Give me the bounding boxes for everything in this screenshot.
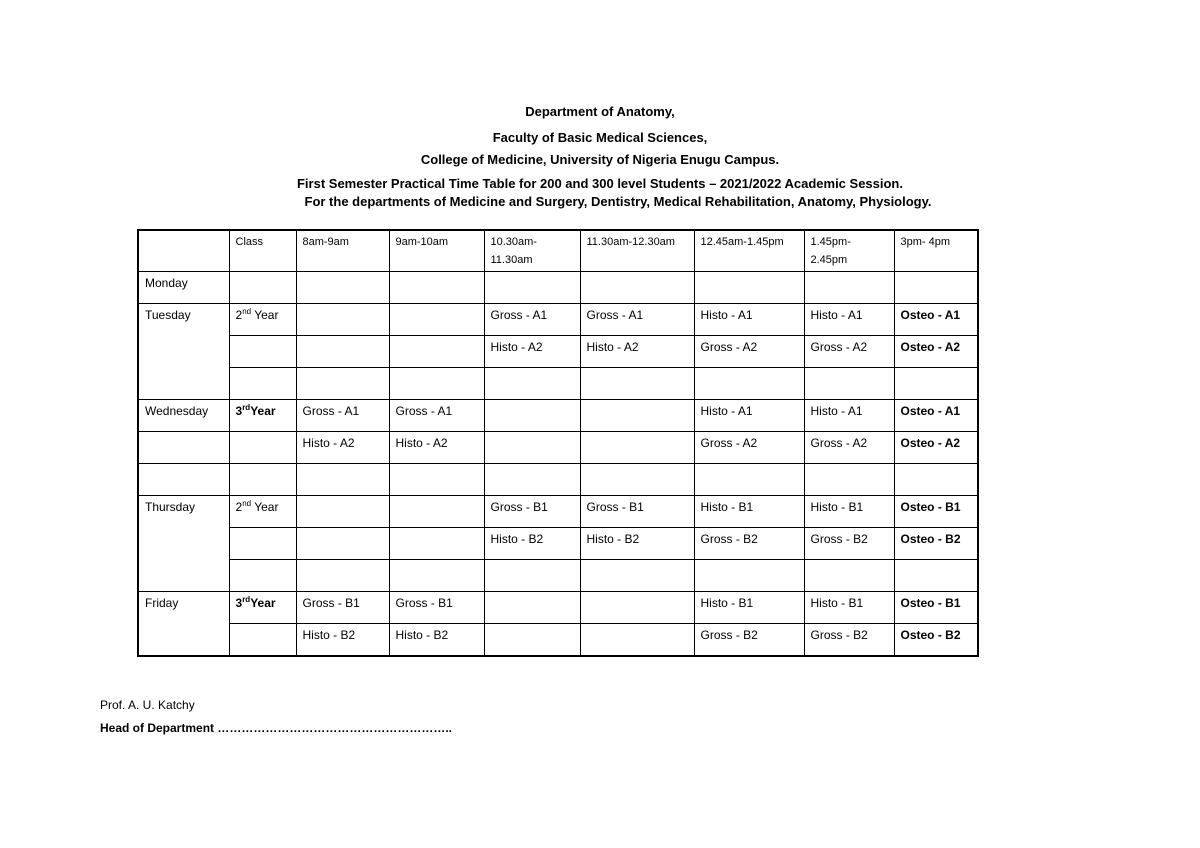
table-cell <box>894 560 978 592</box>
table-cell: Gross - B2 <box>694 624 804 657</box>
class-cell <box>229 336 296 368</box>
table-cell: Histo - A2 <box>389 432 484 464</box>
table-cell <box>389 528 484 560</box>
table-cell: Gross - B1 <box>580 496 694 528</box>
table-cell <box>484 272 580 304</box>
table-cell: Histo - B1 <box>804 496 894 528</box>
table-cell: Gross - B2 <box>694 528 804 560</box>
table-cell <box>484 432 580 464</box>
class-cell: 3rdYear <box>229 592 296 624</box>
table-cell: Histo - B2 <box>389 624 484 657</box>
table-cell: Gross - A2 <box>694 432 804 464</box>
table-cell <box>389 496 484 528</box>
table-cell <box>484 560 580 592</box>
table-cell: Osteo - B2 <box>894 624 978 657</box>
table-cell <box>229 272 296 304</box>
table-cell <box>694 464 804 496</box>
table-cell: Histo - B1 <box>694 592 804 624</box>
table-cell: Gross - B1 <box>484 496 580 528</box>
table-cell: Histo - A1 <box>694 304 804 336</box>
table-cell: Gross - A2 <box>804 432 894 464</box>
table-cell: Osteo - A2 <box>894 336 978 368</box>
table-cell <box>694 368 804 400</box>
table-row <box>138 496 978 528</box>
table-cell <box>580 560 694 592</box>
table-cell <box>389 464 484 496</box>
table-cell: Gross - B1 <box>296 592 389 624</box>
table-row <box>138 432 978 464</box>
faculty-title: Faculty of Basic Medical Sciences, <box>492 130 708 145</box>
day-cell-empty <box>138 464 229 496</box>
header-slot-4: 11.30am-12.30am <box>580 230 694 272</box>
table-row <box>138 304 978 336</box>
table-cell: Histo - A2 <box>580 336 694 368</box>
table-cell <box>580 624 694 657</box>
table-row <box>138 272 978 304</box>
college-title: College of Medicine, University of Nigeria Enugu Campus. <box>420 152 780 167</box>
table-cell <box>389 272 484 304</box>
table-cell <box>804 560 894 592</box>
table-cell <box>296 368 389 400</box>
day-friday: Friday <box>138 592 229 657</box>
table-cell <box>804 464 894 496</box>
table-cell <box>580 464 694 496</box>
table-cell <box>389 368 484 400</box>
table-cell <box>296 528 389 560</box>
table-cell: Histo - A1 <box>694 400 804 432</box>
table-cell: Gross - B2 <box>804 528 894 560</box>
class-cell <box>229 560 296 592</box>
class-cell: 2nd Year <box>229 304 296 336</box>
table-cell <box>580 400 694 432</box>
header-class: Class <box>229 230 296 272</box>
table-row <box>138 624 978 657</box>
table-cell <box>694 560 804 592</box>
day-monday: Monday <box>138 272 229 304</box>
class-cell <box>229 528 296 560</box>
table-cell <box>389 336 484 368</box>
day-tuesday: Tuesday <box>138 304 229 400</box>
day-cell-empty <box>138 432 229 464</box>
table-row <box>138 336 978 368</box>
table-cell: Histo - B2 <box>296 624 389 657</box>
class-cell <box>229 624 296 657</box>
department-title: Department of Anatomy, <box>525 104 675 119</box>
table-cell <box>894 272 978 304</box>
table-cell: Osteo - B1 <box>894 496 978 528</box>
table-cell <box>804 272 894 304</box>
table-cell <box>580 592 694 624</box>
table-cell: Histo - B2 <box>580 528 694 560</box>
table-row <box>138 560 978 592</box>
table-cell <box>694 272 804 304</box>
table-cell: Histo - A2 <box>296 432 389 464</box>
table-row <box>138 528 978 560</box>
table-cell <box>484 624 580 657</box>
class-cell <box>229 432 296 464</box>
header-slot-5: 12.45am-1.45pm <box>694 230 804 272</box>
table-cell: Osteo - A1 <box>894 400 978 432</box>
day-wednesday: Wednesday <box>138 400 229 432</box>
table-cell: Gross - A1 <box>484 304 580 336</box>
table-cell: Osteo - A2 <box>894 432 978 464</box>
table-cell <box>389 304 484 336</box>
table-cell <box>894 464 978 496</box>
table-cell: Histo - A1 <box>804 304 894 336</box>
table-cell: Osteo - B1 <box>894 592 978 624</box>
table-cell: Histo - B2 <box>484 528 580 560</box>
signatory-role: Head of Department ………………………………………………….. <box>100 721 453 735</box>
table-cell: Gross - B1 <box>389 592 484 624</box>
table-cell <box>484 368 580 400</box>
table-cell <box>484 400 580 432</box>
table-cell <box>580 272 694 304</box>
class-cell <box>229 368 296 400</box>
header-slot-3: 10.30am-11.30am <box>484 230 580 272</box>
header-slot-1: 8am-9am <box>296 230 389 272</box>
table-row <box>138 464 978 496</box>
table-cell <box>389 560 484 592</box>
table-cell <box>804 368 894 400</box>
day-thursday: Thursday <box>138 496 229 592</box>
table-row <box>138 400 978 432</box>
table-cell: Gross - A2 <box>694 336 804 368</box>
header-day <box>138 230 229 272</box>
table-cell <box>296 560 389 592</box>
departments-subtitle: For the departments of Medicine and Surgery, Dentistry, Medical Rehabilitation, Anatomy, Physiology. <box>304 194 932 209</box>
table-cell <box>296 272 389 304</box>
table-cell: Gross - A1 <box>296 400 389 432</box>
header-slot-2: 9am-10am <box>389 230 484 272</box>
table-cell <box>296 496 389 528</box>
class-cell: 3rdYear <box>229 400 296 432</box>
table-row <box>138 368 978 400</box>
table-row <box>138 592 978 624</box>
table-cell: Histo - A1 <box>804 400 894 432</box>
table-cell <box>484 464 580 496</box>
timetable-title: First Semester Practical Time Table for 200 and 300 level Students – 2021/2022 Academic Session. <box>296 176 903 191</box>
class-cell <box>229 464 296 496</box>
table-cell <box>296 336 389 368</box>
timetable <box>137 229 979 657</box>
table-cell: Histo - A2 <box>484 336 580 368</box>
header-row <box>138 230 978 272</box>
table-cell: Gross - B2 <box>804 624 894 657</box>
table-cell <box>296 464 389 496</box>
signatory-name: Prof. A. U. Katchy <box>100 698 195 712</box>
class-cell: 2nd Year <box>229 496 296 528</box>
table-cell: Osteo - A1 <box>894 304 978 336</box>
header-slot-7: 3pm- 4pm <box>894 230 978 272</box>
table-cell <box>484 592 580 624</box>
table-cell <box>580 368 694 400</box>
table-cell: Gross - A1 <box>580 304 694 336</box>
table-cell: Gross - A2 <box>804 336 894 368</box>
table-cell: Gross - A1 <box>389 400 484 432</box>
table-cell <box>894 368 978 400</box>
table-cell: Histo - B1 <box>694 496 804 528</box>
header-slot-6: 1.45pm-2.45pm <box>804 230 894 272</box>
table-cell: Histo - B1 <box>804 592 894 624</box>
table-cell <box>580 432 694 464</box>
table-cell <box>296 304 389 336</box>
table-cell: Osteo - B2 <box>894 528 978 560</box>
